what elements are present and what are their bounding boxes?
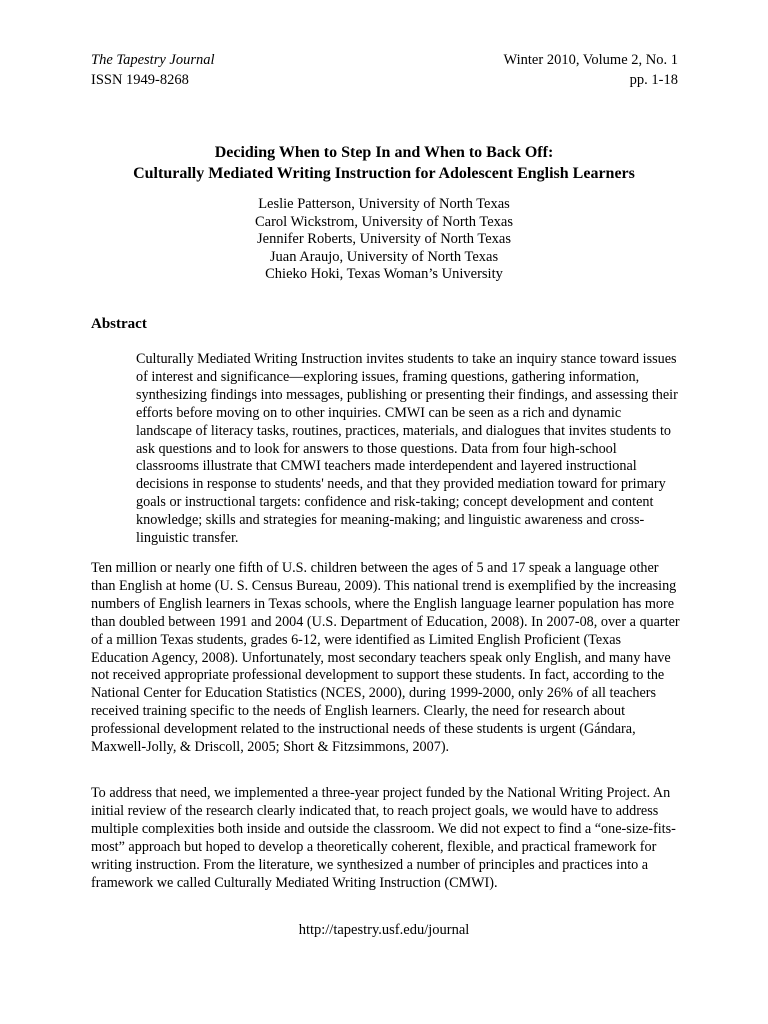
- abstract-text: Culturally Mediated Writing Instruction invites students to take an inquiry stance toward issues of interest and significance—exploring issues, framing questions, gathering information, synthesizing findings into messages, publishing or presenting their findings, and assessing their efforts before moving on to other inquiries. CMWI can be seen as a rich and dynamic landscape of literacy tasks, routines, practices, materials, and dialogues that invites students to ask questions and to look for answers to those questions. Data from four high-school classrooms illustrate that CMWI teachers made interdependent and layered instructional decisions in response to students' needs, and that they provided mediation toward for primary goals or instructional targets: confidence and risk-taking; concept development and content knowledge; skills and strategies for meaning-making; and linguistic awareness and cross-linguistic transfer.: [136, 351, 678, 547]
- paper-title: [60, 142, 708, 184]
- page-range: pp. 1-18: [629, 72, 678, 88]
- abstract-heading: Abstract: [91, 316, 147, 332]
- author: Carol Wickstrom, University of North Texas: [254, 213, 514, 230]
- footer-url[interactable]: http://tapestry.usf.edu/journal: [298, 922, 470, 938]
- title-line-1: Deciding When to Step In and When to Back Off:: [214, 144, 554, 161]
- author: Jennifer Roberts, University of North Texas: [256, 231, 512, 247]
- author-list: [60, 196, 708, 284]
- header-right: [504, 50, 678, 90]
- header-left: [91, 50, 215, 90]
- issue-info: Winter 2010, Volume 2, No. 1: [503, 52, 678, 68]
- title-line-2: Culturally Mediated Writing Instruction for Adolescent English Learners: [133, 165, 635, 182]
- body-paragraph-2: To address that need, we implemented a three-year project funded by the National Writing Project. An initial review of the research clearly indicated that, to reach project goals, we would have to address multiple complexities both inside and outside the classroom. We did not expect to find a “one-size-fits-most” approach but hoped to develop a theoretically coherent, flexible, and practical framework for writing instruction. From the literature, we synthesized a number of principles and practices into a framework we called Culturally Mediated Writing Instruction (CMWI).: [91, 785, 676, 891]
- issn: ISSN 1949-8268: [91, 72, 189, 88]
- journal-name: The Tapestry Journal: [91, 52, 215, 68]
- author: Leslie Patterson, University of North Texas: [258, 196, 510, 212]
- author: Chieko Hoki, Texas Woman’s University: [265, 266, 503, 282]
- author: Juan Araujo, University of North Texas: [269, 248, 499, 265]
- body-paragraph-1: Ten million or nearly one fifth of U.S. children between the ages of 5 and 17 speak a language other than English at home (U. S. Census Bureau, 2009). This national trend is exemplified by the increasing numbers of English learners in Texas schools, where the English language learner population has more than doubled between 1991 and 2004 (U.S. Department of Education, 2008). In 2007-08, over a quarter of a million Texas students, grades 6-12, were identified as Limited English Proficient (Texas Education Agency, 2008). Unfortunately, most secondary teachers speak only English, and many have not received appropriate professional development to support these students. In fact, according to the National Center for Education Statistics (NCES, 2000), during 1999-2000, only 26% of all teachers received training specific to the needs of English learners. Clearly, the need for research about professional development related to the instructional needs of these students is urgent (Gándara, Maxwell-Jolly, & Driscoll, 2005; Short & Fitzsimmons, 2007).: [91, 560, 680, 756]
